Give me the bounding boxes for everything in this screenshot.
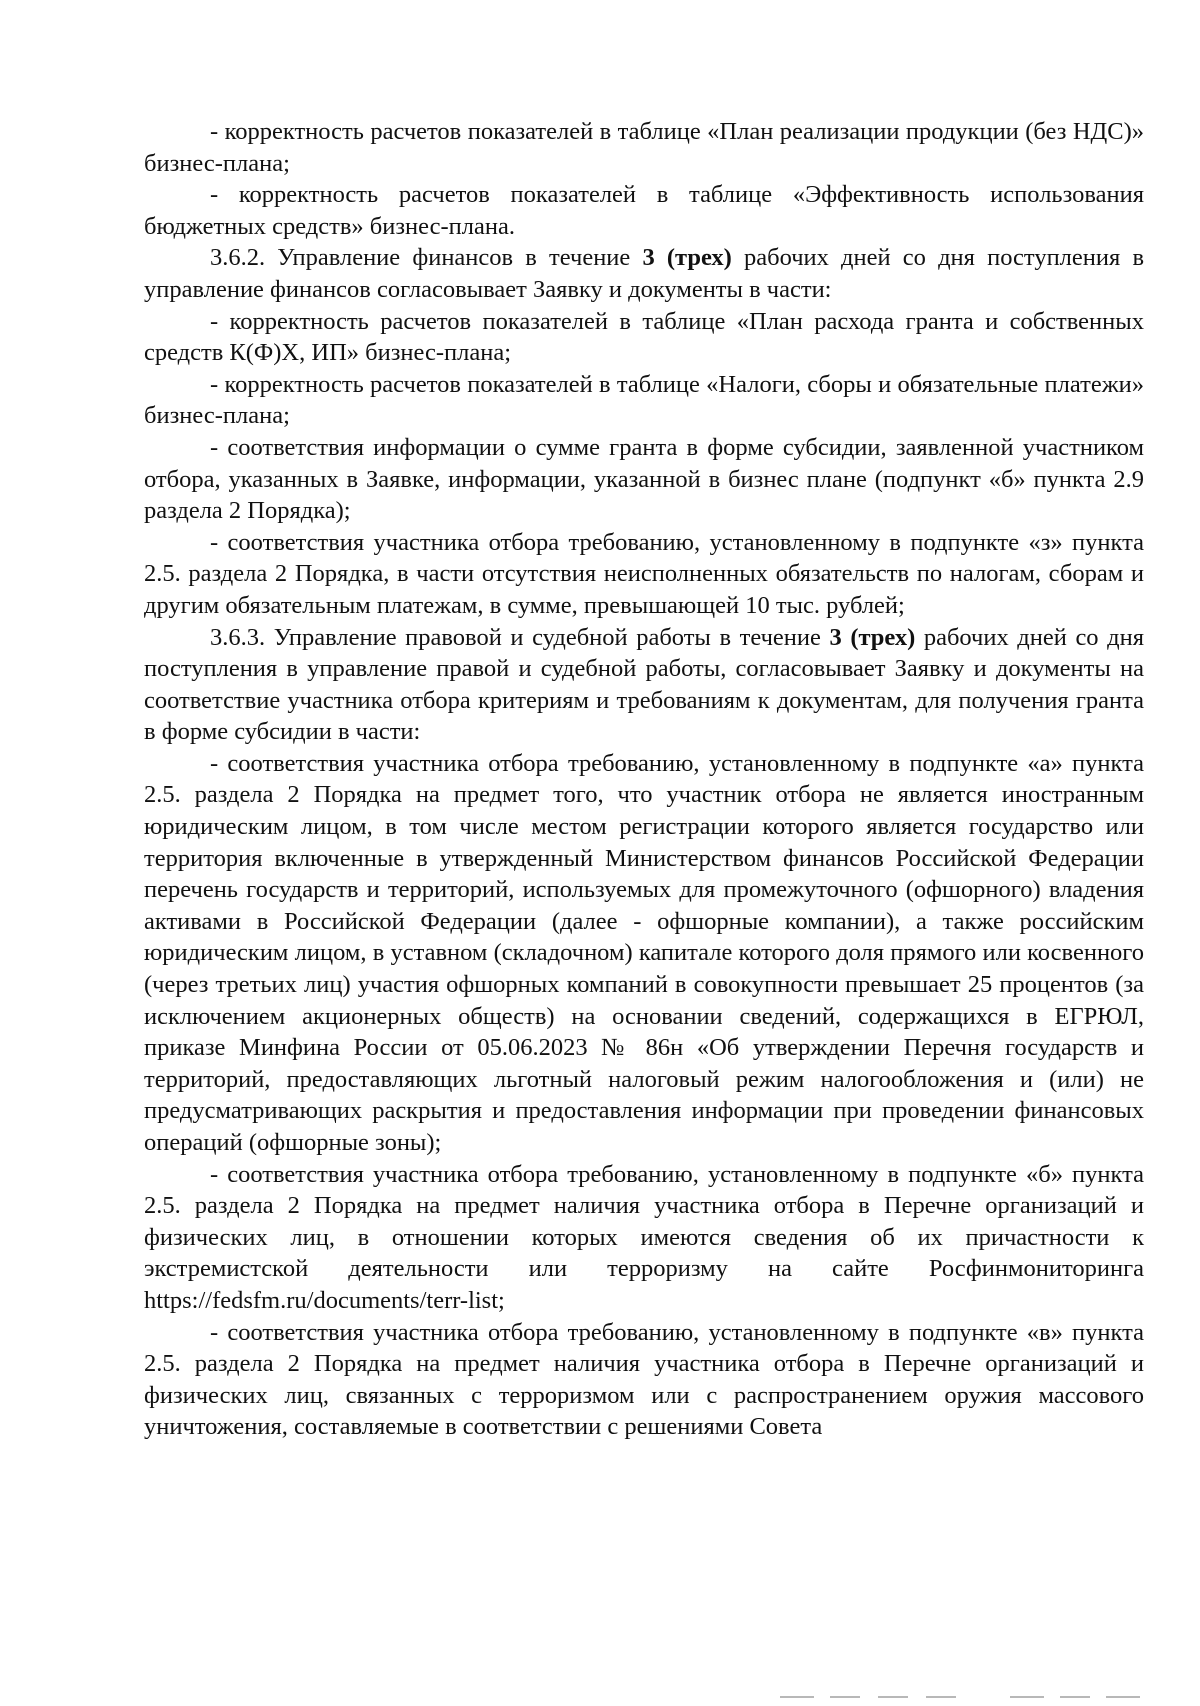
paragraph-10-text: - соответствия участника отбора требованию, установленному в подпункте «б» пункта 2.5. раздела 2 Порядка на предмет наличия участника отбора в Перечне организаций и физических лиц, в отношении которых имеются сведения об их причастности к экстремистской деятельности или терроризму на сайте Росфинмониторинга https://fedsfm.ru/documents/terr-list; bbox=[144, 1160, 1144, 1314]
paragraph-9-text: - соответствия участника отбора требованию, установленному в подпункте «а» пункта 2.5. раздела 2 Порядка на предмет того, что участник отбора не является иностранным юридическим лицом, в том числе местом регистрации которого является государство или территория включенные в утвержденный Министерством финансов Российской Федерации перечень государств и территорий, используемых для промежуточного (офшорного) владения активами в Российской Федерации (далее - офшорные компании), а также российским юридическим лицом, в уставном (складочном) капитале которого доля прямого или косвенного (через третьих лиц) участия офшорных компаний в совокупности превышает 25 процентов (за исключением акционерных обществ) на основании сведений, содержащихся в ЕГРЮЛ, приказе Минфина России от 05.06.2023 № 86н «Об утверждении Перечня государств и территорий, предоставляющих льготный налоговый режим налогообложения и (или) не предусматривающих раскрытия и предоставления информации при проведении финансовых операций (офшорные зоны); bbox=[144, 749, 1144, 1156]
paragraph-3-rest: рабочих дней со дня поступления в управление финансов согласовывает Заявку и документы в части: bbox=[144, 244, 1145, 303]
paragraph-11 bbox=[144, 1317, 1144, 1443]
paragraph-2-text: - корректность расчетов показателей в таблице «Эффективность использования бюджетных средств» бизнес-плана. bbox=[144, 181, 1144, 240]
paragraph-3-6-3 bbox=[144, 622, 1144, 748]
scan-artifact-2 bbox=[830, 1696, 860, 1698]
scan-artifact-4 bbox=[926, 1696, 956, 1698]
scan-artifact-1 bbox=[780, 1696, 814, 1698]
paragraph-5-text: - корректность расчетов показателей в таблице «Налоги, сборы и обязательные платежи» бизнес-плана; bbox=[144, 370, 1144, 430]
paragraph-7-text: - соответствия участника отбора требованию, установленному в подпункте «з» пункта 2.5. раздела 2 Порядка, в части отсутствия неисполненных обязательств по налогам, сборам и другим обязательным платежам, в сумме, превышающей 10 тыс. рублей; bbox=[144, 528, 1144, 619]
paragraph-10 bbox=[144, 1159, 1144, 1317]
paragraph-4 bbox=[144, 306, 1144, 369]
paragraph-1 bbox=[144, 116, 1144, 179]
paragraph-6-text: - соответствия информации о сумме гранта в форме субсидии, заявленной участником отбора, указанных в Заявке, информации, указанной в бизнес плане (подпункт «б» пункта 2.9 раздела 2 Порядка); bbox=[144, 433, 1144, 525]
paragraph-11-text: - соответствия участника отбора требованию, установленному в подпункте «в» пункта 2.5. раздела 2 Порядка на предмет наличия участника отбора в Перечне организаций и физических лиц, связанных с терроризмом или с распространением оружия массового уничтожения, составляемые в соответствии с решениями Совета bbox=[144, 1318, 1144, 1441]
scan-artifact-6 bbox=[1060, 1696, 1090, 1698]
scan-artifact-7 bbox=[1106, 1696, 1140, 1698]
scan-artifact-3 bbox=[878, 1696, 908, 1698]
paragraph-1-text: - корректность расчетов показателей в таблице «План реализации продукции (без НДС)» бизнес-плана; bbox=[144, 118, 1144, 177]
paragraph-3-6-2 bbox=[144, 242, 1144, 305]
paragraph-8-lead: 3.6.3. Управление правовой и судебной работы в течение bbox=[210, 623, 830, 651]
scan-artifact-5 bbox=[1010, 1696, 1044, 1698]
paragraph-9 bbox=[144, 748, 1144, 1159]
paragraph-4-text: - корректность расчетов показателей в таблице «План расхода гранта и собственных средств К(Ф)Х, ИП» бизнес-плана; bbox=[144, 307, 1144, 367]
paragraph-8-bold-term: 3 (трех) bbox=[829, 623, 916, 651]
paragraph-6 bbox=[144, 432, 1144, 527]
paragraph-7 bbox=[144, 527, 1144, 622]
paragraph-8-rest: рабочих дней со дня поступления в управление правой и судебной работы, согласовывает Заявку и документы на соответствие участника отбора критериям и требованиям к документам, для получения гранта в форме субсидии в части: bbox=[144, 623, 1144, 746]
paragraph-3-lead: 3.6.2. Управление финансов в течение bbox=[210, 244, 643, 272]
paragraph-3-bold-term: 3 (трех) bbox=[642, 244, 732, 272]
paragraph-5 bbox=[144, 369, 1144, 432]
document-page bbox=[144, 116, 1144, 1443]
paragraph-2 bbox=[144, 179, 1144, 242]
